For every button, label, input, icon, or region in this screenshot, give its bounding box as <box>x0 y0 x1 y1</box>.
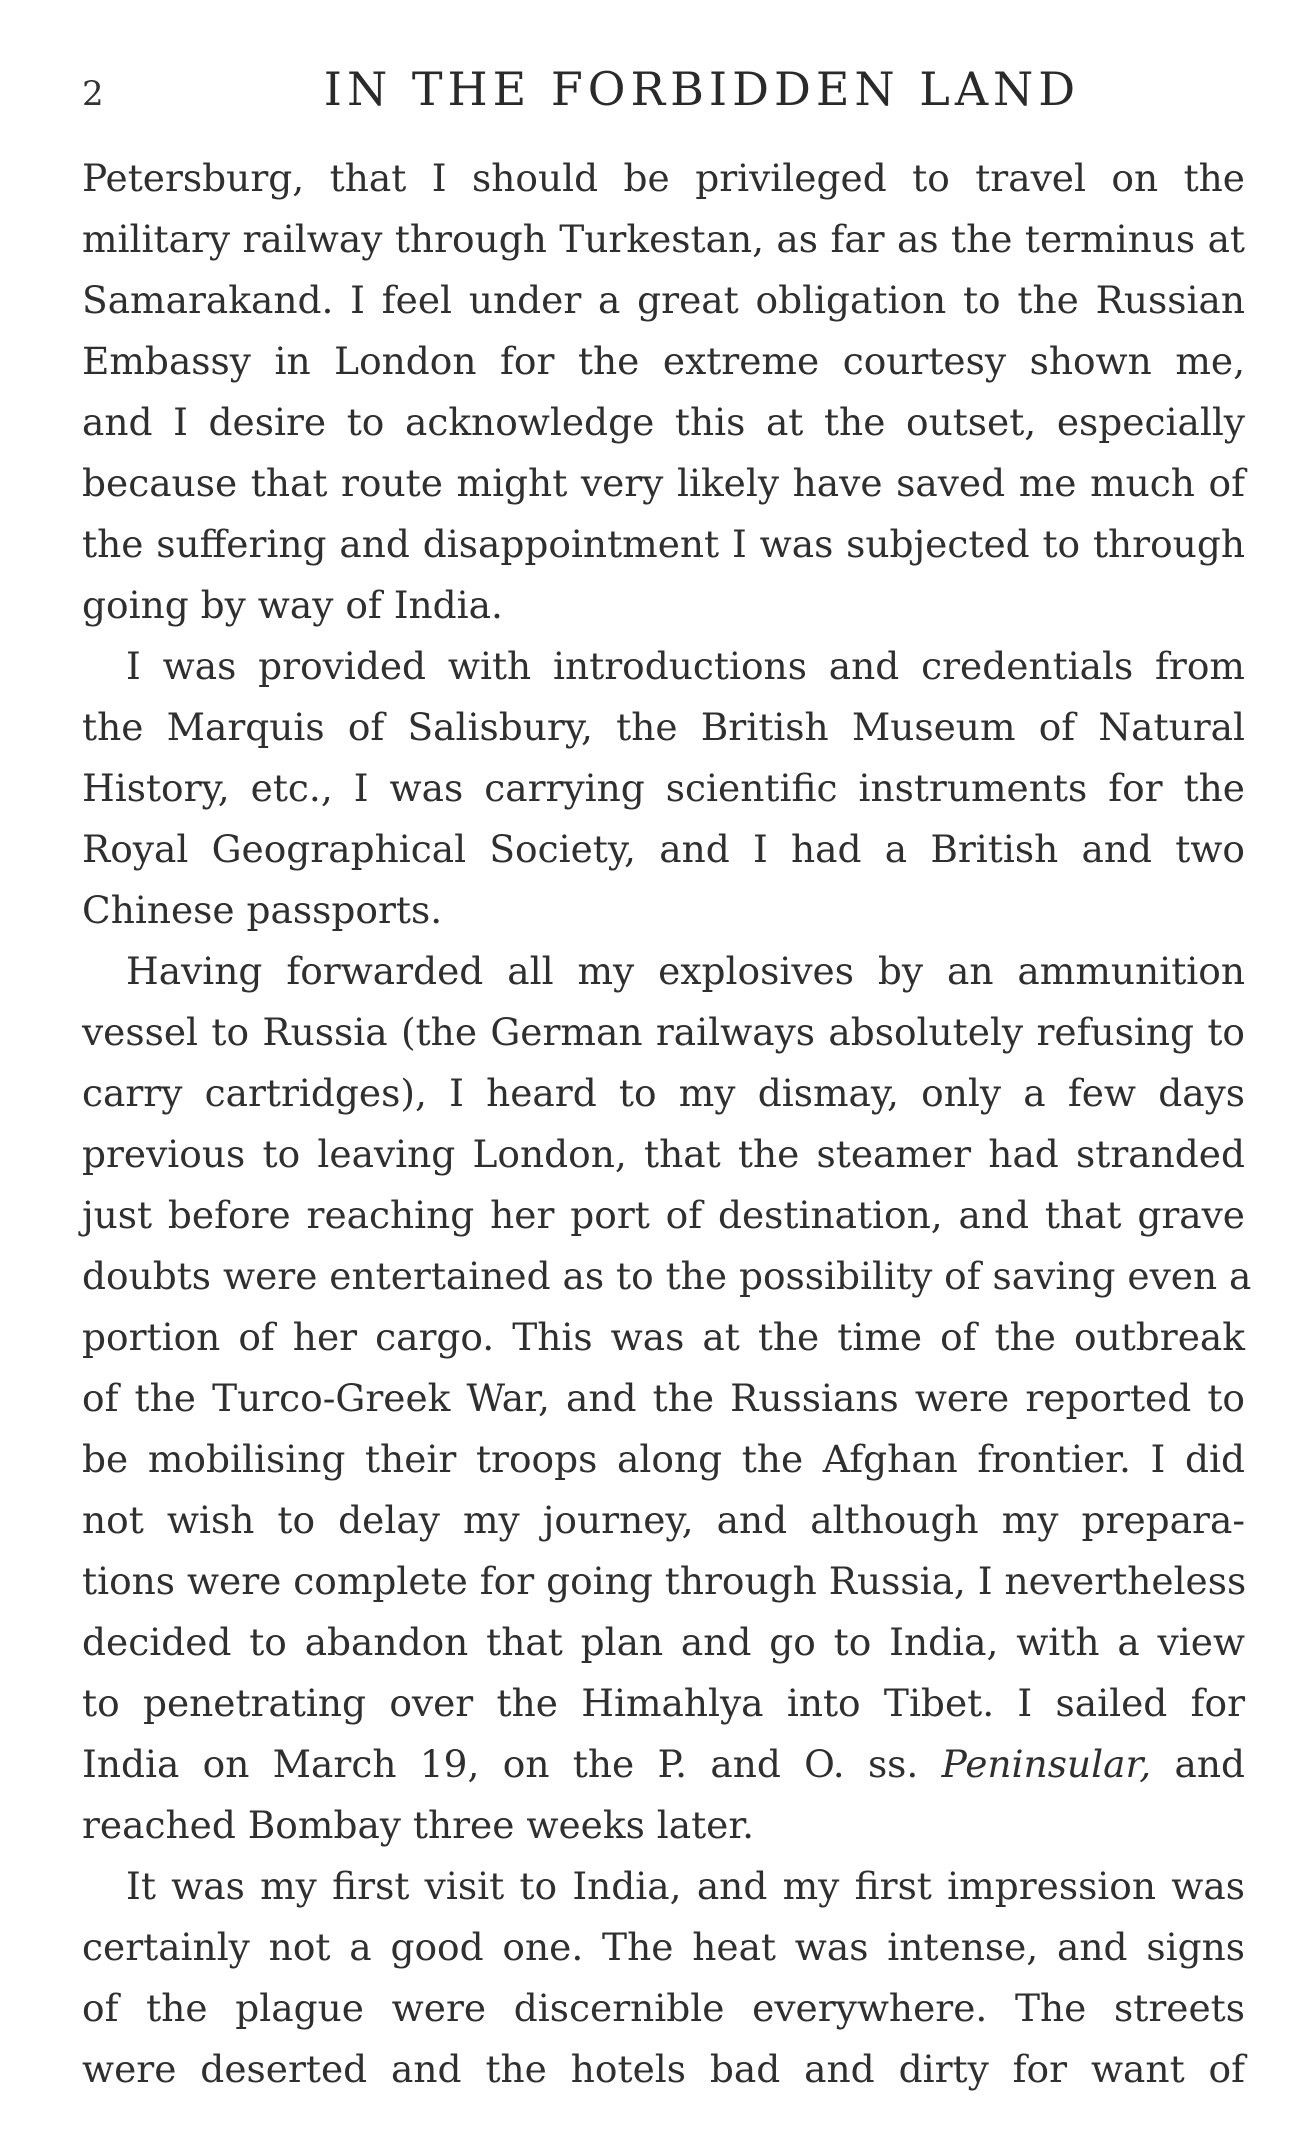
text-line: tions were complete for going through Russia, I nevertheless <box>82 1559 1247 1603</box>
text-line: It was my first visit to India, and my first impression was <box>126 1864 1245 1908</box>
text-line: Having forwarded all my explosives by an ammunition <box>126 949 1245 993</box>
text-line: and I desire to acknowledge this at the outset, especially <box>82 400 1245 444</box>
text-line: going by way of India. <box>82 583 503 627</box>
text-line: carry cartridges), I heard to my dismay, only a few days <box>82 1071 1245 1115</box>
text-line: Petersburg, that I should be privileged to travel on the <box>82 156 1245 200</box>
text-line: the suffering and disappointment I was subjected to through <box>82 522 1245 566</box>
text-segment: and <box>1151 1742 1245 1786</box>
text-line: previous to leaving London, that the steamer had stranded <box>82 1132 1245 1176</box>
text-line: to penetrating over the Himahlya into Tibet. I sailed for <box>82 1681 1245 1725</box>
text-line: not wish to delay my journey, and although my prepara- <box>82 1498 1245 1542</box>
text-line <box>82 1734 1245 1795</box>
text-line: just before reaching her port of destination, and that grave <box>82 1193 1245 1237</box>
text-line: military railway through Turkestan, as far as the terminus at <box>82 217 1245 261</box>
text-line: Samarakand. I feel under a great obligation to the Russian <box>82 278 1245 322</box>
text-line: Royal Geographical Society, and I had a British and two <box>82 827 1245 871</box>
text-line: be mobilising their troops along the Afghan frontier. I did <box>82 1437 1245 1481</box>
text-line: of the plague were discernible everywhere. The streets <box>82 1986 1245 2030</box>
text-line: certainly not a good one. The heat was intense, and signs <box>82 1925 1245 1969</box>
text-line: were deserted and the hotels bad and dirty for want of <box>82 2047 1245 2091</box>
ship-name: Peninsular, <box>941 1742 1152 1786</box>
running-title: IN THE FORBIDDEN LAND <box>323 62 1081 116</box>
text-line: because that route might very likely have saved me much of <box>82 461 1245 505</box>
running-head <box>82 60 1245 120</box>
text-line: of the Turco-Greek War, and the Russians were reported to <box>82 1376 1245 1420</box>
text-line: Embassy in London for the extreme courtesy shown me, <box>82 339 1245 383</box>
text-segment: India on March 19, on the P. and O. ss. <box>82 1742 942 1786</box>
text-line: I was provided with introductions and credentials from <box>126 644 1245 688</box>
text-line: decided to abandon that plan and go to India, with a view <box>82 1620 1245 1664</box>
page-number: 2 <box>82 74 104 114</box>
text-line: vessel to Russia (the German railways absolutely refusing to <box>82 1010 1245 1054</box>
text-line: portion of her cargo. This was at the time of the outbreak <box>82 1315 1245 1359</box>
text-line: History, etc., I was carrying scientific instruments for the <box>82 766 1245 810</box>
text-line: Chinese passports. <box>82 888 443 932</box>
text-line: doubts were entertained as to the possibility of saving even a <box>82 1254 1252 1298</box>
text-line: reached Bombay three weeks later. <box>82 1803 755 1847</box>
body-text <box>82 148 1252 2100</box>
text-line: the Marquis of Salisbury, the British Museum of Natural <box>82 705 1245 749</box>
